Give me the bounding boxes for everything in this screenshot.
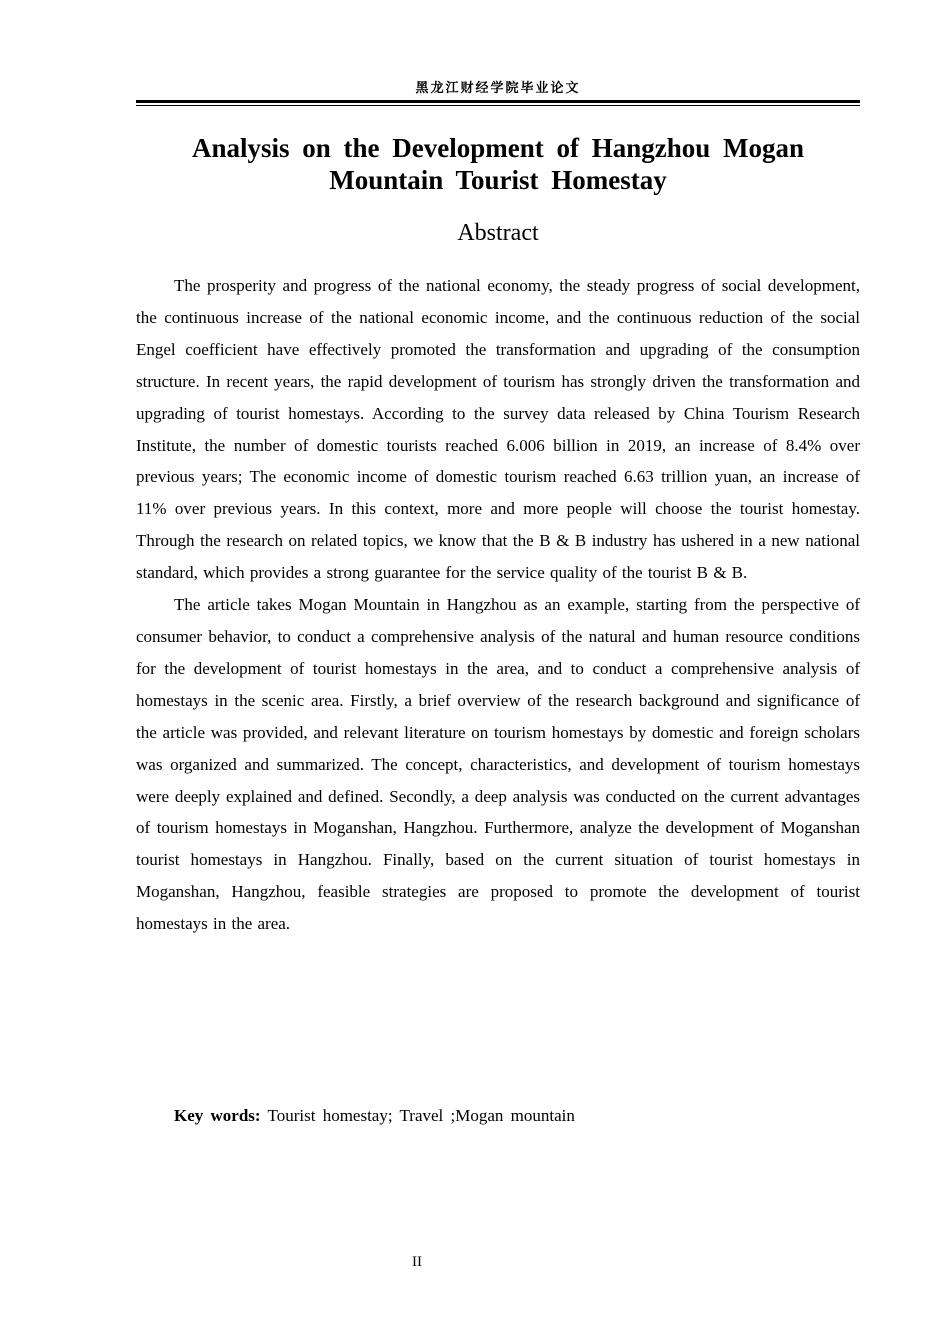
running-header: 黑龙江财经学院毕业论文: [415, 81, 581, 96]
header-rule-thin: [136, 105, 860, 106]
abstract-paragraph-2: The article takes Mogan Mountain in Hangzhou as an example, starting from the perspective of consumer behavior, to conduct a comprehensive analysis of the natural and human resource conditions for the development of tourist homestays in the area, and to conduct a comprehensive analysis of homestays in the scenic area. Firstly, a brief overview of the research background and significance of the article was provided, and relevant literature on tourism homestays by domestic and foreign scholars was organized and summarized. The concept, characteristics, and development of tourism homestays were deeply explained and defined. Secondly, a deep analysis was conducted on the current advantages of tourism homestays in Moganshan, Hangzhou. Furthermore, analyze the development of Moganshan tourist homestays in Hangzhou. Finally, based on the current situation of tourist homestays in Moganshan, Hangzhou, feasible strategies are proposed to promote the development of tourist homestays in the area.: [136, 595, 860, 934]
abstract-paragraph-1: The prosperity and progress of the national economy, the steady progress of social development, the continuous increase of the national economic income, and the continuous reduction of the social Engel coefficient have effectively promoted the transformation and upgrading of the consumption structure. In recent years, the rapid development of tourism has strongly driven the transformation and upgrading of tourist homestays. According to the survey data released by China Tourism Research Institute, the number of domestic tourists reached 6.006 billion in 2019, an increase of 8.4% over previous years; The economic income of domestic tourism reached 6.63 trillion yuan, an increase of 11% over previous years. In this context, more and more people will choose the tourist homestay. Through the research on related topics, we know that the B & B industry has ushered in a new national standard, which provides a strong guarantee for the service quality of the tourist B & B.: [136, 276, 860, 583]
keywords-label: Key words:: [174, 1106, 261, 1125]
document-title: Analysis on the Development of Hangzhou Mogan Mountain Tourist Homestay: [191, 133, 805, 195]
header-rule-thick: [136, 100, 860, 103]
abstract-heading: Abstract: [457, 220, 539, 246]
keywords-line: [174, 1100, 860, 1131]
keywords-value: Tourist homestay; Travel ;Mogan mountain: [267, 1106, 575, 1125]
page-number: II: [412, 1254, 422, 1270]
abstract-body: [136, 270, 860, 940]
